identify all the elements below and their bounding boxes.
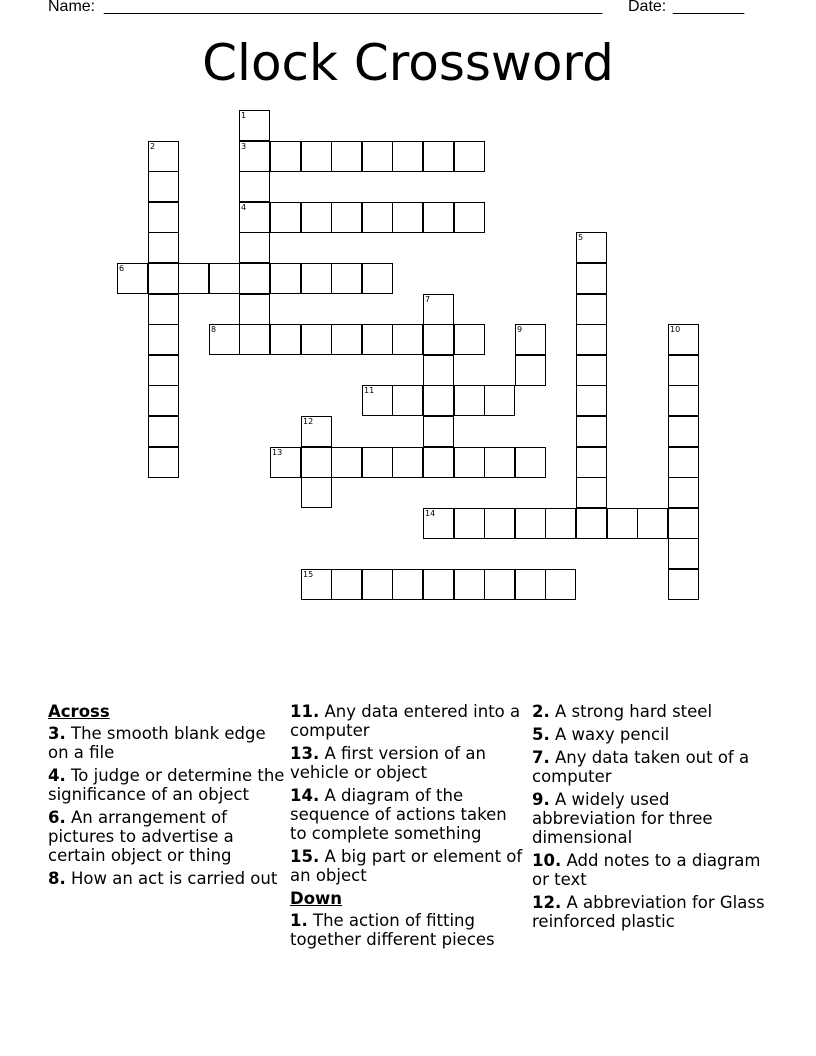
grid-cell[interactable] bbox=[515, 355, 546, 386]
grid-cell[interactable] bbox=[668, 508, 699, 539]
grid-cell[interactable] bbox=[668, 355, 699, 386]
grid-cell[interactable] bbox=[270, 141, 301, 172]
grid-cell[interactable] bbox=[270, 447, 301, 478]
clue-across-13 bbox=[290, 744, 526, 782]
clue-down-7 bbox=[532, 748, 768, 786]
clue-text: The smooth blank edge on a file bbox=[48, 724, 266, 762]
grid-cell[interactable] bbox=[454, 202, 485, 233]
clue-across-3 bbox=[48, 724, 288, 762]
grid-cell[interactable] bbox=[301, 447, 332, 478]
grid-cell[interactable] bbox=[668, 569, 699, 600]
clue-across-15 bbox=[290, 847, 526, 885]
cell-number: 15 bbox=[303, 570, 314, 579]
clue-text: A waxy pencil bbox=[555, 725, 670, 744]
grid-cell[interactable] bbox=[148, 385, 179, 416]
grid-cell[interactable] bbox=[668, 538, 699, 569]
grid-cell[interactable] bbox=[301, 324, 332, 355]
grid-cell[interactable] bbox=[392, 324, 423, 355]
grid-cell[interactable] bbox=[331, 447, 362, 478]
clue-down-10 bbox=[532, 851, 768, 889]
grid-cell[interactable] bbox=[576, 447, 607, 478]
clue-number: 10. bbox=[532, 851, 562, 870]
grid-cell[interactable] bbox=[239, 294, 270, 325]
cell-number: 2 bbox=[150, 142, 156, 151]
grid-cell[interactable] bbox=[148, 324, 179, 355]
grid-cell[interactable] bbox=[576, 294, 607, 325]
cell-number: 12 bbox=[303, 417, 314, 426]
clue-number: 8. bbox=[48, 869, 66, 888]
grid-cell[interactable] bbox=[668, 385, 699, 416]
clue-text: How an act is carried out bbox=[71, 869, 278, 888]
grid-cell[interactable] bbox=[362, 385, 393, 416]
grid-cell[interactable] bbox=[423, 385, 454, 416]
clue-number: 4. bbox=[48, 766, 66, 785]
grid-cell[interactable] bbox=[331, 324, 362, 355]
clue-number: 14. bbox=[290, 786, 320, 805]
clue-number: 11. bbox=[290, 702, 320, 721]
grid-cell[interactable] bbox=[270, 324, 301, 355]
grid-cell[interactable] bbox=[301, 477, 332, 508]
grid-cell[interactable] bbox=[454, 569, 485, 600]
grid-cell[interactable] bbox=[362, 202, 393, 233]
grid-cell[interactable] bbox=[270, 263, 301, 294]
clue-number: 13. bbox=[290, 744, 320, 763]
grid-cell[interactable] bbox=[301, 202, 332, 233]
grid-cell[interactable] bbox=[148, 141, 179, 172]
grid-cell[interactable] bbox=[454, 385, 485, 416]
clue-text: A widely used abbreviation for three dimensional bbox=[532, 790, 713, 847]
grid-cell[interactable] bbox=[239, 324, 270, 355]
grid-cell[interactable] bbox=[423, 416, 454, 447]
clue-number: 2. bbox=[532, 702, 550, 721]
grid-cell[interactable] bbox=[392, 569, 423, 600]
grid-cell[interactable] bbox=[668, 324, 699, 355]
cell-number: 3 bbox=[241, 142, 247, 151]
cell-number: 13 bbox=[272, 448, 283, 457]
name-label: Name: bbox=[48, 0, 96, 15]
clue-text: Add notes to a diagram or text bbox=[532, 851, 761, 889]
grid-cell[interactable] bbox=[484, 508, 515, 539]
grid-cell[interactable] bbox=[301, 416, 332, 447]
clue-across-6 bbox=[48, 808, 288, 865]
grid-cell[interactable] bbox=[239, 263, 270, 294]
clue-across-14 bbox=[290, 786, 526, 843]
grid-cell[interactable] bbox=[301, 263, 332, 294]
cell-number: 7 bbox=[425, 295, 431, 304]
cell-number: 10 bbox=[670, 325, 681, 334]
clue-text: The action of fitting together different pieces bbox=[290, 911, 495, 949]
grid-cell[interactable] bbox=[423, 355, 454, 386]
grid-cell[interactable] bbox=[484, 569, 515, 600]
grid-cell[interactable] bbox=[545, 569, 576, 600]
grid-cell[interactable] bbox=[209, 263, 240, 294]
grid-cell[interactable] bbox=[392, 141, 423, 172]
grid-cell[interactable] bbox=[148, 294, 179, 325]
grid-cell[interactable] bbox=[454, 324, 485, 355]
cell-number: 9 bbox=[517, 325, 523, 334]
grid-cell[interactable] bbox=[515, 508, 546, 539]
grid-cell[interactable] bbox=[545, 508, 576, 539]
grid-cell[interactable] bbox=[239, 171, 270, 202]
grid-cell[interactable] bbox=[515, 569, 546, 600]
grid-cell[interactable] bbox=[301, 141, 332, 172]
cell-number: 11 bbox=[364, 386, 375, 395]
clue-number: 1. bbox=[290, 911, 308, 930]
grid-cell[interactable] bbox=[148, 447, 179, 478]
clue-number: 9. bbox=[532, 790, 550, 809]
grid-cell[interactable] bbox=[239, 110, 270, 141]
clue-number: 5. bbox=[532, 725, 550, 744]
grid-cell[interactable] bbox=[576, 263, 607, 294]
grid-cell[interactable] bbox=[392, 447, 423, 478]
clues-column-3 bbox=[532, 702, 768, 935]
grid-cell[interactable] bbox=[178, 263, 209, 294]
clue-text: A first version of an vehicle or object bbox=[290, 744, 486, 782]
clue-number: 6. bbox=[48, 808, 66, 827]
grid-cell[interactable] bbox=[362, 447, 393, 478]
grid-cell[interactable] bbox=[576, 324, 607, 355]
grid-cell[interactable] bbox=[148, 355, 179, 386]
clue-text: Any data taken out of a computer bbox=[532, 748, 750, 786]
clue-number: 12. bbox=[532, 893, 562, 912]
grid-cell[interactable] bbox=[270, 202, 301, 233]
grid-cell[interactable] bbox=[668, 447, 699, 478]
grid-cell[interactable] bbox=[362, 569, 393, 600]
grid-cell[interactable] bbox=[209, 324, 240, 355]
grid-cell[interactable] bbox=[148, 171, 179, 202]
grid-cell[interactable] bbox=[423, 141, 454, 172]
grid-cell[interactable] bbox=[331, 263, 362, 294]
grid-cell[interactable] bbox=[576, 477, 607, 508]
clue-text: An arrangement of pictures to advertise a certain object or thing bbox=[48, 808, 234, 865]
date-label: Date: bbox=[628, 0, 667, 15]
clue-across-8 bbox=[48, 869, 288, 888]
grid-cell[interactable] bbox=[117, 263, 148, 294]
cell-number: 1 bbox=[241, 111, 247, 120]
clue-down-1 bbox=[290, 911, 526, 949]
grid-cell[interactable] bbox=[668, 477, 699, 508]
clue-across-11 bbox=[290, 702, 526, 740]
grid-cell[interactable] bbox=[576, 232, 607, 263]
grid-cell[interactable] bbox=[331, 202, 362, 233]
clue-number: 15. bbox=[290, 847, 320, 866]
grid-cell[interactable] bbox=[576, 416, 607, 447]
grid-cell[interactable] bbox=[392, 385, 423, 416]
down-heading: Down bbox=[290, 889, 343, 908]
date-input-line[interactable]: ________ bbox=[673, 0, 745, 15]
clue-down-12 bbox=[532, 893, 768, 931]
clue-across-4 bbox=[48, 766, 288, 804]
clue-text: A strong hard steel bbox=[555, 702, 713, 721]
grid-cell[interactable] bbox=[239, 232, 270, 263]
clue-down-9 bbox=[532, 790, 768, 847]
grid-cell[interactable] bbox=[331, 141, 362, 172]
grid-cell[interactable] bbox=[454, 508, 485, 539]
grid-cell[interactable] bbox=[637, 508, 668, 539]
grid-cell[interactable] bbox=[392, 202, 423, 233]
clue-text: Any data entered into a computer bbox=[290, 702, 521, 740]
grid-cell[interactable] bbox=[454, 447, 485, 478]
grid-cell[interactable] bbox=[362, 324, 393, 355]
grid-cell[interactable] bbox=[576, 385, 607, 416]
clues-column-2 bbox=[290, 702, 526, 953]
clue-text: To judge or determine the significance of an object bbox=[48, 766, 285, 804]
clue-text: A big part or element of an object bbox=[290, 847, 523, 885]
grid-cell[interactable] bbox=[423, 324, 454, 355]
grid-cell[interactable] bbox=[668, 416, 699, 447]
across-heading: Across bbox=[48, 702, 110, 721]
clue-text: A abbreviation for Glass reinforced plastic bbox=[532, 893, 765, 931]
grid-cell[interactable] bbox=[148, 202, 179, 233]
grid-cell[interactable] bbox=[515, 447, 546, 478]
grid-cell[interactable] bbox=[148, 232, 179, 263]
grid-cell[interactable] bbox=[148, 416, 179, 447]
clue-down-2 bbox=[532, 702, 768, 721]
grid-cell[interactable] bbox=[423, 202, 454, 233]
cell-number: 14 bbox=[425, 509, 436, 518]
grid-cell[interactable] bbox=[576, 508, 607, 539]
clue-number: 3. bbox=[48, 724, 66, 743]
grid-cell[interactable] bbox=[423, 447, 454, 478]
clues-column-1 bbox=[48, 702, 288, 892]
cell-number: 5 bbox=[578, 233, 584, 242]
cell-number: 6 bbox=[119, 264, 125, 273]
grid-cell[interactable] bbox=[484, 385, 515, 416]
grid-cell[interactable] bbox=[148, 263, 179, 294]
grid-cell[interactable] bbox=[331, 569, 362, 600]
clue-number: 7. bbox=[532, 748, 550, 767]
grid-cell[interactable] bbox=[423, 294, 454, 325]
grid-cell[interactable] bbox=[301, 569, 332, 600]
grid-cell[interactable] bbox=[576, 355, 607, 386]
clue-text: A diagram of the sequence of actions taken to complete something bbox=[290, 786, 507, 843]
name-input-line[interactable]: ________________________________________________________ bbox=[104, 0, 603, 15]
page-title: Clock Crossword bbox=[202, 34, 614, 92]
grid-cell[interactable] bbox=[454, 141, 485, 172]
cell-number: 4 bbox=[241, 203, 247, 212]
grid-cell[interactable] bbox=[239, 202, 270, 233]
grid-cell[interactable] bbox=[607, 508, 638, 539]
grid-cell[interactable] bbox=[515, 324, 546, 355]
grid-cell[interactable] bbox=[423, 508, 454, 539]
grid-cell[interactable] bbox=[423, 569, 454, 600]
grid-cell[interactable] bbox=[239, 141, 270, 172]
grid-cell[interactable] bbox=[362, 141, 393, 172]
grid-cell[interactable] bbox=[362, 263, 393, 294]
cell-number: 8 bbox=[211, 325, 217, 334]
clue-down-5 bbox=[532, 725, 768, 744]
grid-cell[interactable] bbox=[484, 447, 515, 478]
